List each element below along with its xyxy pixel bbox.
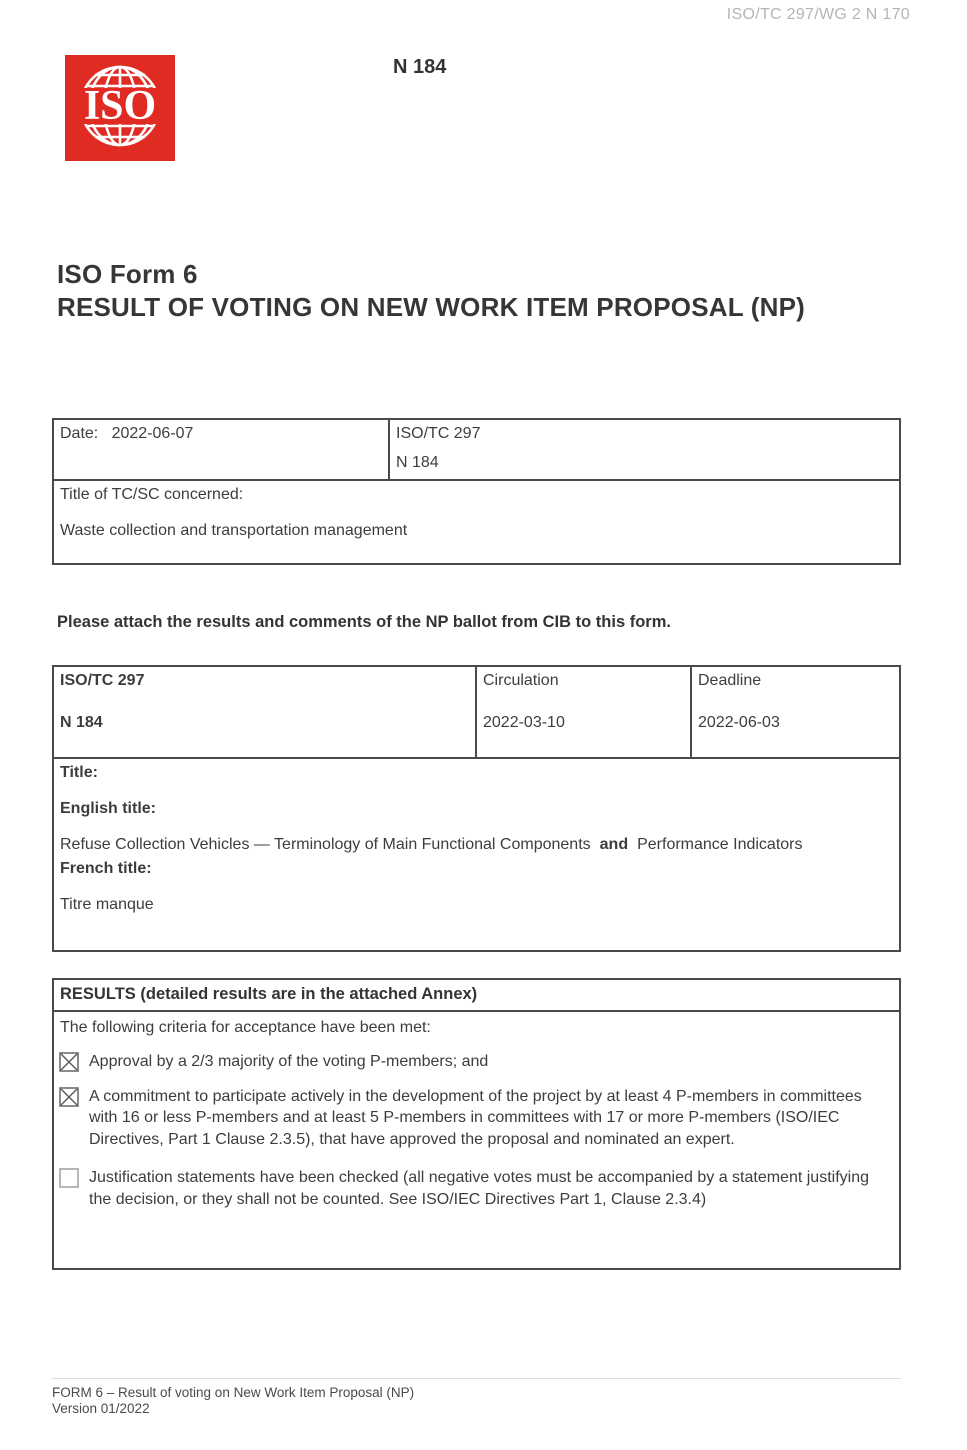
document-reference: ISO/TC 297/WG 2 N 170 [726, 6, 910, 23]
circulation-cell [476, 666, 691, 758]
english-title-conjunction: and [599, 836, 629, 853]
table-row [53, 419, 900, 480]
deadline-date: 2022-06-03 [698, 714, 780, 731]
footer-line1: FORM 6 – Result of voting on New Work Item Proposal (NP) [52, 1385, 415, 1400]
date-cell [53, 419, 389, 480]
english-title-label: English title: [60, 800, 156, 817]
table-row [53, 480, 900, 564]
criterion-text: Justification statements have been checked (all negative votes must be accompanied by a statement justifying the decision, or they shall not be counted. See ISO/IEC Directives Part 1, Clause 2.3.4) [89, 1169, 869, 1208]
deadline-label: Deadline [698, 672, 762, 689]
ballot-table [52, 665, 901, 952]
criterion-row [59, 1051, 893, 1073]
table-row [53, 1011, 900, 1269]
english-title-part1: Refuse Collection Vehicles — Terminology of Main Functional Components [60, 836, 591, 853]
ballot-doc-number: N 184 [60, 714, 103, 731]
french-title-label: French title: [60, 860, 152, 877]
doc-number-top: N 184 [393, 56, 447, 78]
results-header: RESULTS (detailed results are in the attached Annex) [53, 979, 900, 1011]
table-row [53, 979, 900, 1011]
checkbox-icon[interactable] [59, 1052, 79, 1072]
committee-doc-number: N 184 [396, 454, 439, 471]
criterion-text: Approval by a 2/3 majority of the voting P-members; and [89, 1053, 489, 1070]
circulation-date: 2022-03-10 [483, 714, 565, 731]
form-title-line2: RESULT OF VOTING ON NEW WORK ITEM PROPOSAL (NP) [57, 292, 805, 322]
criterion-text: A commitment to participate actively in the development of the project by at least 4 P-members in committees with 16 or less P-members and at least 5 P-members in committees with 17 or more P-members (ISO/IEC Directives, Part 1 Clause 2.3.5), that have approved the proposal and nominated an expert. [89, 1087, 862, 1148]
checkbox-icon[interactable] [59, 1087, 79, 1107]
table-row [53, 758, 900, 951]
circulation-label: Circulation [483, 672, 559, 689]
date-value: 2022-06-07 [111, 425, 194, 442]
iso-logo-icon [65, 55, 175, 161]
form-title-line1: ISO Form 6 [57, 259, 198, 289]
results-table [52, 978, 901, 1270]
english-title-part2: Performance Indicators [637, 836, 803, 853]
ballot-committee-name: ISO/TC 297 [60, 672, 145, 689]
form-title [57, 258, 805, 324]
table-row [53, 666, 900, 758]
tc-title-cell [53, 480, 900, 564]
criterion-row [59, 1167, 893, 1210]
french-title-value: Titre manque [60, 896, 154, 913]
attach-instruction: Please attach the results and comments of the NP ballot from CIB to this form. [57, 613, 671, 631]
footer-line2: Version 01/2022 [52, 1401, 150, 1416]
checkbox-icon[interactable] [59, 1168, 79, 1188]
committee-cell [389, 419, 900, 480]
info-table [52, 418, 901, 565]
titles-cell [53, 758, 900, 951]
committee-name: ISO/TC 297 [396, 425, 481, 442]
ballot-committee-cell [53, 666, 476, 758]
page-footer [52, 1378, 901, 1417]
results-body-cell [53, 1011, 900, 1269]
criteria-intro: The following criteria for acceptance have been met: [60, 1019, 431, 1036]
tc-title-value: Waste collection and transportation management [60, 522, 408, 539]
criteria-list [59, 1051, 893, 1210]
deadline-cell [691, 666, 900, 758]
date-label: Date: [60, 425, 99, 442]
criterion-row [59, 1086, 893, 1151]
english-title-value [60, 835, 842, 855]
iso-logo-text: ISO [83, 83, 157, 129]
title-label: Title: [60, 764, 98, 781]
tc-title-label: Title of TC/SC concerned: [60, 486, 244, 503]
